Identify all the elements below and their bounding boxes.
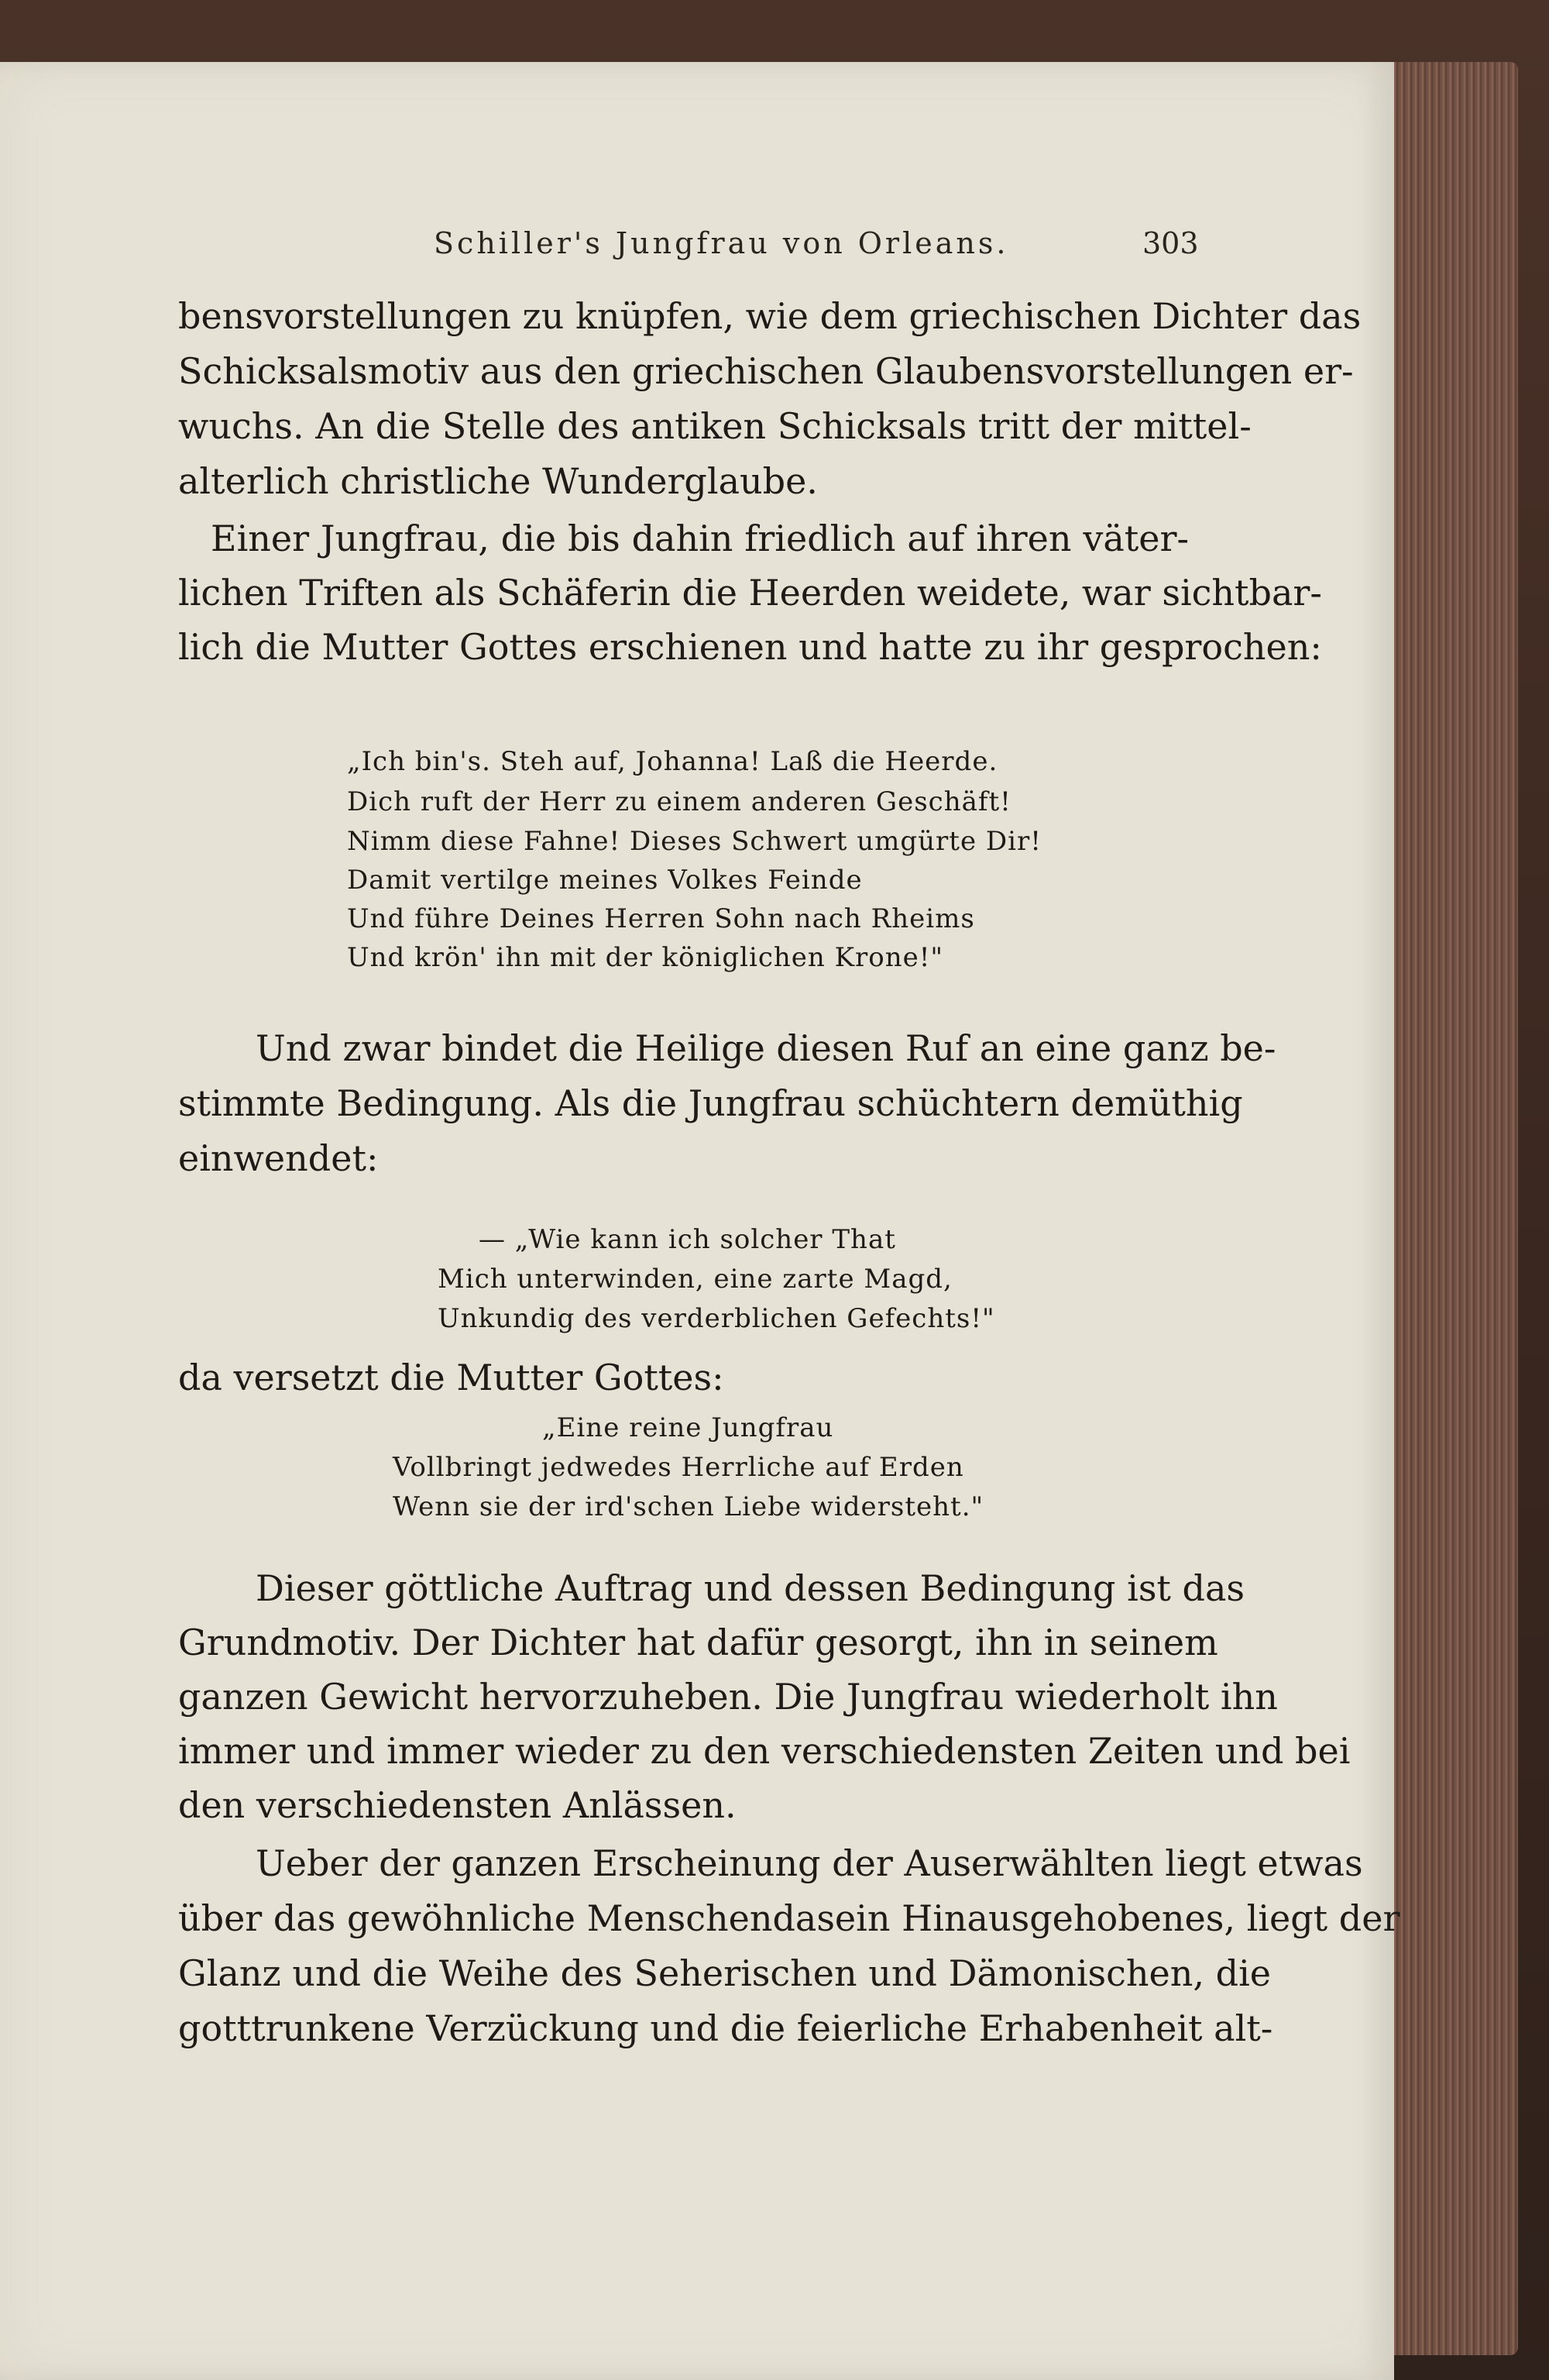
verse-line: Damit vertilge meines Volkes Feinde (347, 865, 863, 896)
verse-line: Vollbringt jedwedes Herrliche auf Erden (393, 1452, 964, 1483)
text-line: lichen Triften als Schäferin die Heerden weidete, war sichtbar- (178, 572, 1322, 614)
text-line: Einer Jungfrau, die bis dahin friedlich auf ihren väter- (211, 518, 1189, 559)
text-line: wuchs. An die Stelle des antiken Schicksals tritt der mittel- (178, 405, 1252, 447)
text-line: über das gewöhnliche Menschendasein Hinausgehobenes, liegt der (178, 1897, 1400, 1939)
text-line: Dieser göttliche Auftrag und dessen Bedingung ist das (256, 1567, 1245, 1609)
verse-line: „Ich bin's. Steh auf, Johanna! Laß die Heerde. (347, 746, 998, 777)
text-line: immer und immer wieder zu den verschiedensten Zeiten und bei (178, 1730, 1351, 1772)
text-line: stimmte Bedingung. Als die Jungfrau schüchtern demüthig (178, 1082, 1243, 1124)
page-text (0, 62, 1400, 2380)
text-line: gotttrunkene Verzückung und die feierliche Erhabenheit alt- (178, 2007, 1273, 2049)
verse-line: Mich unterwinden, eine zarte Magd, (438, 1264, 953, 1295)
text-line: alterlich christliche Wunderglaube. (178, 460, 818, 502)
text-line: Und zwar bindet die Heilige diesen Ruf an eine ganz be- (256, 1027, 1276, 1069)
text-line: Ueber der ganzen Erscheinung der Auserwählten liegt etwas (256, 1842, 1363, 1884)
text-line: Schicksalsmotiv aus den griechischen Glaubensvorstellungen er- (178, 350, 1354, 392)
text-line: ganzen Gewicht hervorzuheben. Die Jungfrau wiederholt ihn (178, 1676, 1278, 1718)
text-line: Grundmotiv. Der Dichter hat dafür gesorgt, ihn in seinem (178, 1622, 1218, 1663)
verse-line: Dich ruft der Herr zu einem anderen Geschäft! (347, 786, 1011, 817)
text-line: einwendet: (178, 1137, 379, 1179)
page-edges (1379, 62, 1518, 2355)
verse-line: Unkundig des verderblichen Gefechts!" (438, 1303, 995, 1334)
text-line: Glanz und die Weihe des Seherischen und Dämonischen, die (178, 1952, 1272, 1994)
text-line: da versetzt die Mutter Gottes: (178, 1357, 724, 1398)
text-line: lich die Mutter Gottes erschienen und hatte zu ihr gesprochen: (178, 626, 1322, 668)
text-line: den verschiedensten Anlässen. (178, 1784, 737, 1826)
verse-line: Und krön' ihn mit der königlichen Krone!" (347, 942, 944, 973)
page-number: 303 (1142, 226, 1199, 260)
verse-line: — „Wie kann ich solcher That (479, 1224, 896, 1255)
verse-line: Und führe Deines Herren Sohn nach Rheims (347, 903, 975, 934)
verse-line: Nimm diese Fahne! Dieses Schwert umgürte Dir! (347, 826, 1042, 857)
running-title: Schiller's Jungfrau von Orleans. (434, 226, 1009, 260)
verse-line: Wenn sie der ird'schen Liebe widersteht." (393, 1491, 984, 1522)
verse-line: „Eine reine Jungfrau (542, 1412, 834, 1443)
book-page (0, 62, 1400, 2380)
text-line: bensvorstellungen zu knüpfen, wie dem griechischen Dichter das (178, 295, 1362, 337)
